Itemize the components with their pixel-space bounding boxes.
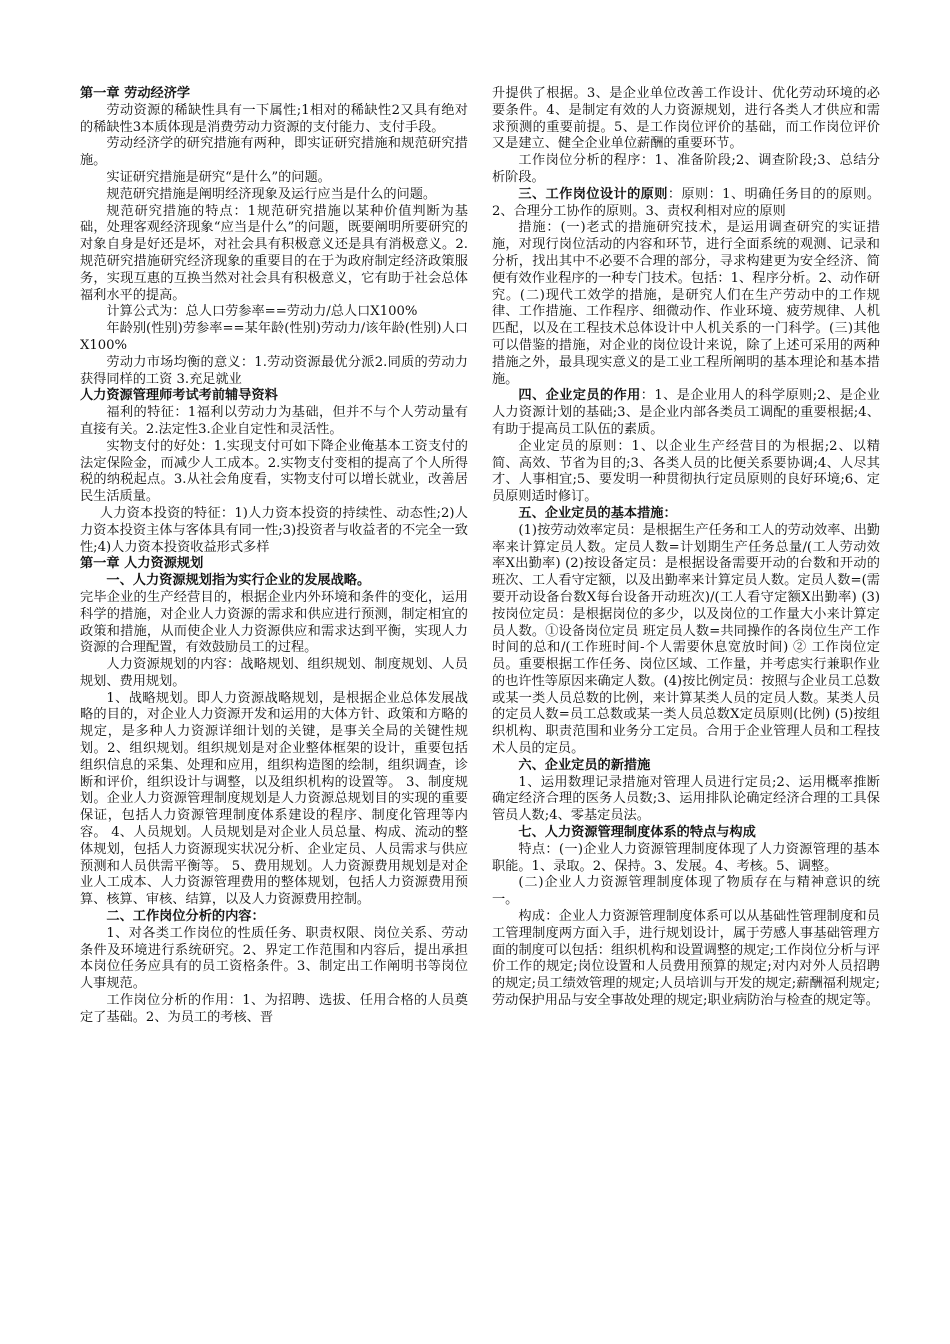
right-column (492, 86, 880, 1286)
paragraph: 劳动资源的稀缺性具有一下属性;1相对的稀缺性2又具有绝对的稀缺性3本质体现是消费劳动力资源的支付能力、支付手段。 (80, 102, 468, 135)
chapter-heading: 第一章 劳动经济学 (80, 86, 191, 101)
chapter-heading: 第一章 人力资源规划 (80, 556, 204, 572)
paragraph: ：1、是企业用人的科学原则;2、是企业人力资源计划的基础;3、是企业内部各类员工调配的重要根据;4、有助于提高员工队伍的素质。 (492, 388, 880, 437)
subsection-heading: 五、企业定员的基本措施： (518, 505, 677, 521)
paragraph: 劳动力市场均衡的意义：1.劳动资源最优分派2.同质的劳动力获得同样的工资 3.充足就业 (80, 354, 468, 387)
subsection-heading: 三、工作岗位设计的原则 (518, 186, 668, 202)
subsection-heading: 四、企业定员的作用 (518, 388, 641, 404)
subsection-heading: 六、企业定员的新措施 (518, 757, 651, 773)
paragraph: 工作岗位分析的作用：1、为招聘、选拔、任用合格的人员奠定了基础。2、为员工的考核、晋 (80, 993, 468, 1025)
left-column (80, 86, 468, 1286)
paragraph: ：原则：1、明确任务目的的原则。2、合理分工协作的原则。3、责权利相对应的原则 (492, 186, 881, 219)
paragraph: (1)按劳动效率定员：是根据生产任务和工人的劳动效率、出勤率来计算定员人数。定员人数=计划期生产任务总量/(工人劳动效率X出勤率) (2)按设备定员：是根据设备需要开动的台数和开动的班次、工人看守定额，以及出勤率来计算定员人数。定员人数=(需要开动设备台数X每台设备开动班次)/(工人看守定额X出勤率) (3)按岗位定员：是根据岗位的多少，以及岗位的工作量大小来计算定员人数。①设备岗位定员 班定员人数=共同操作的各岗位生产工作时间的总和/(工作班时间-个人需要休息宽放时间) ② 工作岗位定员。重要根据工作任务、岗位区域、工作量，并考虑实行兼职作业的也许性等原因来确定人数。(4)按比例定员：按照与企业员工总数或某一类人员总数的比例，来计算某类人员的定员人数。某类人员的定员人数=员工总数或某一类人员总数X定员原则(比例) (5)按组织机构、职责范围和业务分工定员。合用于企业管理人员和工程技术人员的定员。 (492, 522, 880, 757)
paragraph: 规范研究措施的特点：1规范研究措施以某种价值判断为基础，处理客观经济现象“应当是什么”的问题，既要阐明所要研究的对象自身是好还是坏，对社会具有积极意义还是具有消极意义。2.规范研究措施研究经济现象的重要目的在于为政府制定经济政策服务，实现互惠的互换当然对社会具有积极意义，它有助于社会总体福利水平的提高。 (80, 203, 468, 303)
subsection-heading: 一、人力资源规划指为实行企业的发展战略。 (106, 573, 371, 589)
paragraph: 人力资本投资的特征：1)人力资本投资的持续性、动态性;2)人力资本投资主体与客体具有同一性;3)投资者与收益者的不完全一致性;4)人力资本投资收益形式多样 (80, 505, 468, 555)
paragraph: 劳动经济学的研究措施有两种，即实证研究措施和规范研究措施。 (80, 136, 468, 169)
paragraph: 升提供了根据。3、是企业单位改善工作设计、优化劳动环境的必要条件。4、是制定有效的人力资源规划，进行各类人才供应和需求预测的重要前提。5、是工作岗位评价的基础，而工作岗位评价又是建立、健全企业单位薪酬的重要环节。 (492, 86, 880, 152)
subsection-heading: 七、人力资源管理制度体系的特点与构成 (518, 825, 756, 841)
paragraph: 福利的特征：1福利以劳动力为基础，但并不与个人劳动量有直接有关。2.法定性3.企业自定性和灵活性。 (80, 405, 468, 437)
paragraph: 1、对各类工作岗位的性质任务、职责权限、岗位关系、劳动条件及环境进行系统研究。2、界定工作范围和内容后，提出承担本岗位任务应具有的员工资格条件。3、制定出工作阐明书等岗位人事规范。 (80, 925, 468, 992)
paragraph: (二)企业人力资源管理制度体现了物质存在与精神意识的统一。 (492, 875, 880, 908)
paragraph: 实物支付的好处：1.实现支付可如下降企业俺基本工资支付的法定保险金，而减少人工成本。2.实物支付变相的提高了个人所得税的纳税起点。3.从社会角度看，实物支付可以增长就业，改善居民生活质量。 (80, 438, 468, 505)
section-heading: 人力资源管理师考试考前辅导资料 (80, 388, 278, 404)
paragraph: 企业定员的原则：1、以企业生产经营目的为根据;2、以精简、高效、节省为目的;3、各类人员的比便关系要协调;4、人尽其才、人事相宜;5、要发明一种贯彻执行定员原则的良好环境;6、定员原则适时修订。 (492, 438, 880, 505)
formula-paragraph: 计算公式为：总人口劳参率==劳动力/总人口X100% (106, 304, 418, 320)
paragraph: 1、战略规划。即人力资源战略规划，是根据企业总体发展战略的目的，对企业人力资源开发和运用的大体方针、政策和方略的规定，是多种人力资源详细计划的关键，是事关全局的关键性规划。2、组织规划。组织规划是对企业整体框架的设计，重要包括组织信息的采集、处理和应用，组织构造图的绘制，组织调查，诊断和评价，组织设计与调整，以及组织机构的设置等。 3、制度规划。企业人力资源管理制度规划是人力资源总规划目的实现的重要保证，包括人力资源管理制度体系建设的程序、制度化管理等内容。 4、人员规划。人员规划是对企业人员总量、构成、流动的整体规划，包括人力资源现实状况分析、企业定员、人员需求与供应预测和人员供需平衡等。 5、费用规划。人力资源费用规划是对企业人工成本、人力资源管理费用的整体规划，包括人力资源费用预算、核算、审核、结算，以及人力资源费用控制。 (80, 690, 468, 908)
paragraph: 1、运用数理记录措施对管理人员进行定员;2、运用概率推断确定经济合理的医务人员数;3、运用排队论确定经济合理的工具保管员人数;4、零基定员法。 (492, 774, 880, 824)
document-page (80, 86, 880, 1286)
paragraph: 工作岗位分析的程序：1、准备阶段;2、调查阶段;3、总结分析阶段。 (492, 153, 880, 185)
paragraph: 规范研究措施是阐明经济现象及运行应当是什么的问题。 (106, 186, 437, 202)
paragraph: 措施：(一)老式的措施研究技术，是运用调查研究的实证措施，对现行岗位活动的内容和环节，进行全面系统的观测、记录和分析，找出其中不必要不合理的部分，寻求构建更为安全经济、简便有效作业程序的一种专门技术。包括：1、程序分析。2、动作研究。(二)现代工效学的措施，是研究人们在生产劳动中的工作规律、工作措施、工作程序、细微动作、作业环境、疲劳规律、人机匹配，以及在工程技术总体设计中人机关系的一门科学。(三)其他可以借鉴的措施，对企业的岗位设计来说，除了上述可采用的两种措施之外，最具现实意义的是工业工程所阐明的基本理论和基本措施。 (492, 220, 880, 387)
paragraph: 完毕企业的生产经营目的，根据企业内外环境和条件的变化，运用科学的措施，对企业人力资源的需求和供应进行预测，制定相宜的政策和措施，从而使企业人力资源供应和需求达到平衡，实现人力资源的合理配置，有效鼓励员工的过程。 (80, 589, 468, 656)
paragraph: 人力资源规划的内容：战略规划、组织规划、制度规划、人员规划、费用规划。 (80, 657, 468, 689)
paragraph: 特点：(一)企业人力资源管理制度体现了人力资源管理的基本职能。1、录取。2、保持。3、发展。4、考核。5、调整。 (492, 841, 880, 874)
paragraph: 构成：企业人力资源管理制度体系可以从基础性管理制度和员工管理制度两方面入手，进行规划设计，属于劳感人事基础管理方面的制度可以包括：组织机构和设置调整的规定;工作岗位分析与评价工作的规定;岗位设置和人员费用预算的规定;对内对外人员招聘的规定;员工绩效管理的规定;人员培训与开发的规定;薪酬福利规定;劳动保护用品与安全事故处理的规定;职业病防治与检查的规定等。 (492, 909, 880, 1009)
formula-paragraph: 年龄别(性别)劳参率==某年龄(性别)劳动力/该年龄(性别)人口X100% (80, 321, 468, 353)
subsection-heading: 二、工作岗位分析的内容： (106, 909, 265, 925)
paragraph: 实证研究措施是研究“是什么”的问题。 (106, 169, 331, 185)
